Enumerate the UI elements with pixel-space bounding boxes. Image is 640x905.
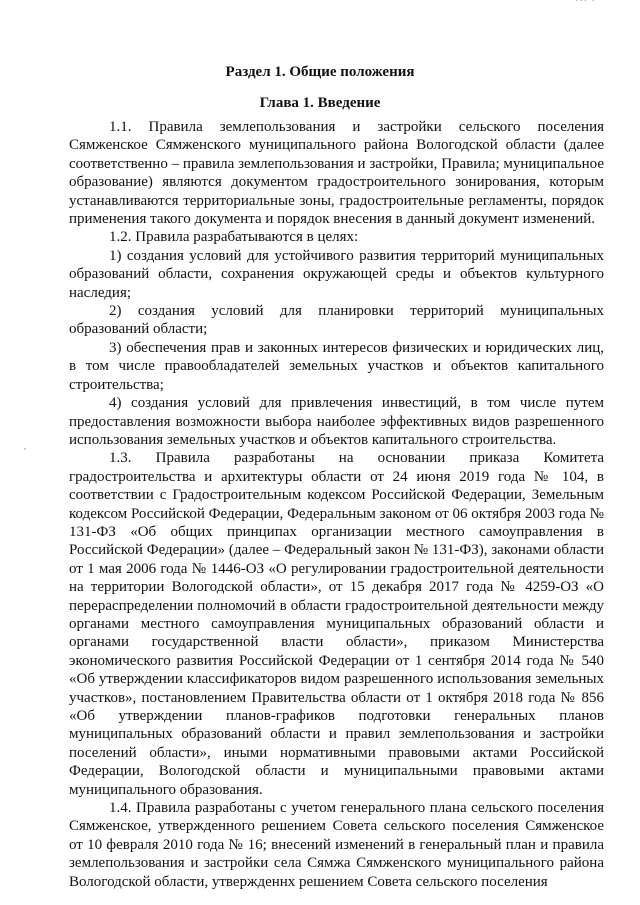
list-item-1: 1) создания условий для устойчивого развития территорий муниципальных образований области, сохранения окружающей среды и объектов культурного наследия;: [69, 247, 604, 301]
paragraph-1-4: 1.4. Правила разработаны с учетом генерального плана сельского поселения Сямженское, утвержденного решением Совета сельского поселения Сямженское от 10 февраля 2010 года № 16; внесений изменений в генеральный план и правила землепользования и застройки села Сямжа Сямженского муниципального района Вологодской области, утвержденнх решением Совета сельского поселения: [69, 800, 604, 890]
chapter-title: Глава 1. Введение: [259, 95, 381, 111]
paragraph-1-3: 1.3. Правила разработаны на основании приказа Комитета градостроительства и архитектуры области от 24 июня 2019 года № 104, в соответствии с Градостроительным кодексом Российской Федерации, Земельным кодексом Российской Федерации, Федеральным законом от 06 октября 2003 года № 131-ФЗ «Об общих принципах организации местного самоуправления в Российской Федерации» (далее – Федеральный закон № 131-ФЗ), законами области от 1 мая 2006 года № 1446-ОЗ «О регулировании градостроительной деятельности на территории Вологодской области», от 15 декабря 2017 года № 4259-ОЗ «О перераспределении полномочий в области градостроительной деятельности между органами местного самоуправления муниципальных образований области и органами государственной власти области», приказом Министерства экономического развития Российской Федерации от 1 сентября 2014 года № 540 «Об утверждении классификаторов видом разрешенного использования земельных участков», постановлением Правительства области от 1 октября 2018 года № 856 «Об утверждении планов-графиков подготовки генеральных планов муниципальных образований области и правил землепользования и застройки поселений области», иными нормативными правовыми актами Российской Федерации, Вологодской области и муниципальными правовыми актами муниципального образования.: [69, 450, 604, 798]
list-item-2: 2) создания условий для планировки территорий муниципальных образований области;: [69, 303, 604, 338]
list-item-3: 3) обеспечения прав и законных интересов физических и юридических лиц, в том числе правообладателей земельных участков и объектов капитального строительства;: [69, 339, 604, 393]
section-title: Раздел 1. Общие положения: [225, 64, 415, 80]
list-item-4: 4) создания условий для привлечения инвестиций, в том числе путем предоставления возможности выбора наиболее эффективных видов разрешенного использования земельных участков и объектов капитального строительства.: [69, 395, 604, 448]
document-body: [69, 118, 604, 891]
scan-speck: [24, 448, 26, 450]
paragraph-1-1: 1.1. Правила землепользования и застройки сельского поселения Сямженское Сямженского муниципального района Вологодской области (далее соответственно – правила землепользования и застройки, Правила; муниципальное образование) являются документом градостроительного зонирования, которым устанавливаются территориальные зоны, градостроительные регламенты, порядок применения такого документа и порядок внесения в данный документ изменений.: [69, 119, 604, 228]
paragraph-1-2: 1.2. Правила разрабатываются в целях:: [109, 229, 359, 246]
page-corner-mark: ··· ·: [575, 0, 596, 7]
